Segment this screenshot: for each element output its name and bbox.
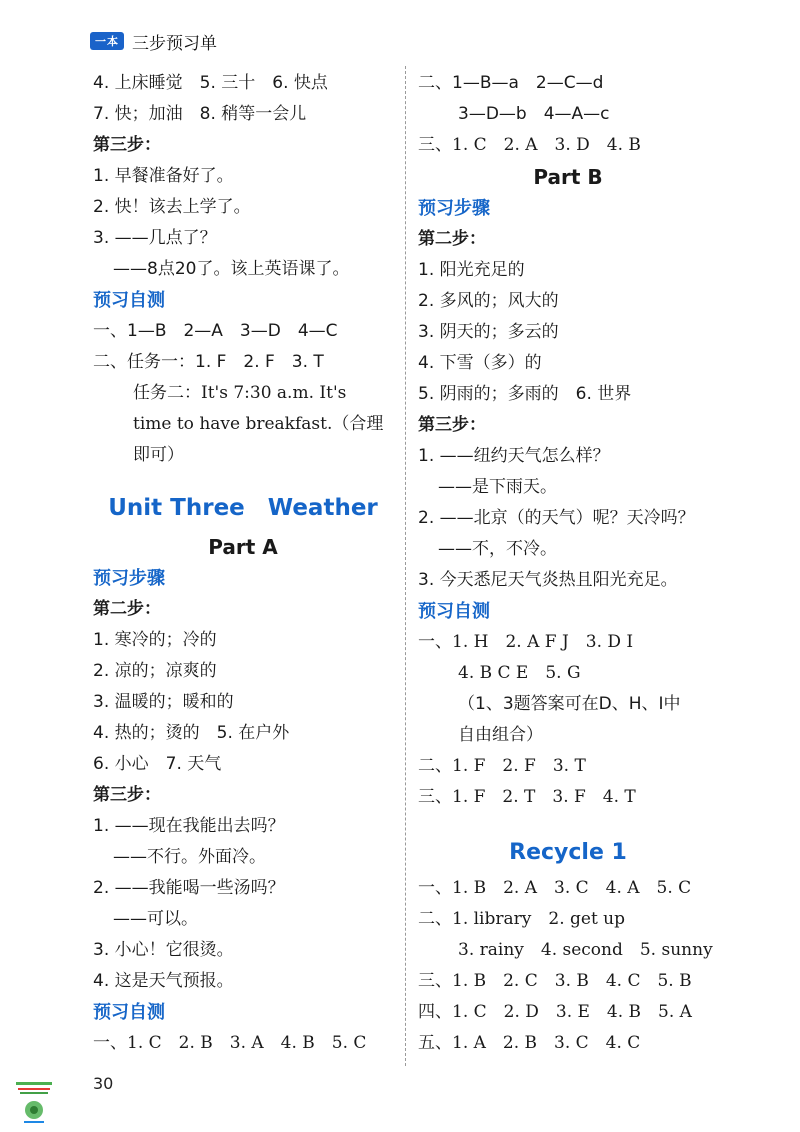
answer-line: 2. 快！该去上学了。 xyxy=(93,197,251,217)
answer-line: ——可以。 xyxy=(113,909,198,929)
answer-line: 任务二：It's 7:30 a.m. It's xyxy=(133,383,347,403)
section-heading: 预习自测 xyxy=(93,290,165,311)
answer-line: 1. ——纽约天气怎么样？ xyxy=(418,446,610,466)
answer-line: 1. 早餐准备好了。 xyxy=(93,166,234,186)
answer-line: 三、1. F 2. T 3. F 4. T xyxy=(418,787,636,807)
answer-line: 4. 这是天气预报。 xyxy=(93,971,234,991)
answer-line: 3—D—b 4—A—c xyxy=(458,104,610,124)
answer-line: 3. 温暖的；暖和的 xyxy=(93,692,234,712)
right-column xyxy=(418,68,718,1059)
answer-line: 1. ——现在我能出去吗？ xyxy=(93,816,285,836)
part-title: Part B xyxy=(533,165,603,189)
left-column xyxy=(93,68,393,1059)
answer-line: 7. 快；加油 8. 稍等一会儿 xyxy=(93,104,307,124)
step-heading: 第二步： xyxy=(418,229,486,249)
answer-line: 3. ——几点了？ xyxy=(93,228,217,248)
section-heading: 预习自测 xyxy=(418,601,490,622)
answer-line: time to have breakfast.（合理 xyxy=(133,414,384,434)
step-heading: 第三步： xyxy=(418,415,486,435)
answer-line: 三、1. C 2. A 3. D 4. B xyxy=(418,135,641,155)
section-heading: 预习步骤 xyxy=(93,568,165,589)
answer-line: 一、1. B 2. A 3. C 4. A 5. C xyxy=(418,878,692,898)
answer-line: 2. ——北京（的天气）呢？天冷吗？ xyxy=(418,508,695,528)
answer-line: 四、1. C 2. D 3. E 4. B 5. A xyxy=(418,1002,692,1022)
answer-line: 3. 阴天的；多云的 xyxy=(418,322,559,342)
answer-line: 自由组合） xyxy=(458,725,543,745)
answer-line: 4. 下雪（多）的 xyxy=(418,353,542,373)
answer-line: 三、1. B 2. C 3. B 4. C 5. B xyxy=(418,971,692,991)
answer-line: 二、1—B—a 2—C—d xyxy=(418,73,604,93)
answer-line: 1. 寒冷的；冷的 xyxy=(93,630,217,650)
answer-line: ——8点20了。该上英语课了。 xyxy=(113,259,350,279)
answer-line: 五、1. A 2. B 3. C 4. C xyxy=(418,1033,641,1053)
answer-line: 4. 上床睡觉 5. 三十 6. 快点 xyxy=(93,73,328,93)
answer-line: （1、3题答案可在D、H、I中 xyxy=(458,694,681,714)
answer-line: 二、任务一：1. F 2. F 3. T xyxy=(93,352,324,372)
answer-line: 4. B C E 5. G xyxy=(458,663,581,683)
answer-line: 2. ——我能喝一些汤吗？ xyxy=(93,878,285,898)
section-heading: 预习步骤 xyxy=(418,198,490,219)
answer-line: 即可） xyxy=(133,445,184,465)
step-heading: 第三步： xyxy=(93,785,161,805)
answer-line: 一、1—B 2—A 3—D 4—C xyxy=(93,321,338,341)
page-header xyxy=(90,28,217,54)
answer-line: 5. 阴雨的；多雨的 6. 世界 xyxy=(418,384,632,404)
answer-line: 4. 热的；烫的 5. 在户外 xyxy=(93,723,290,743)
unit-title: Unit Three Weather xyxy=(108,495,378,521)
page-number: 30 xyxy=(93,1074,114,1093)
answer-line: 1. 阳光充足的 xyxy=(418,260,525,280)
part-title: Part A xyxy=(208,535,278,559)
publisher-stamp-icon xyxy=(14,1080,54,1125)
answer-line: 2. 凉的；凉爽的 xyxy=(93,661,217,681)
answer-line: 二、1. F 2. F 3. T xyxy=(418,756,586,776)
answer-line: 3. rainy 4. second 5. sunny xyxy=(458,940,713,960)
step-heading: 第二步： xyxy=(93,599,161,619)
brand-logo: 一本 xyxy=(90,32,124,50)
answer-line: 2. 多风的；风大的 xyxy=(418,291,559,311)
answer-line: 一、1. H 2. A F J 3. D I xyxy=(418,632,634,652)
answer-line: ——不行。外面冷。 xyxy=(113,847,266,867)
answer-line: ——是下雨天。 xyxy=(438,477,557,497)
answer-line: ——不，不冷。 xyxy=(438,539,557,559)
series-title: 三步预习单 xyxy=(132,33,217,54)
answer-line: 3. 小心！它很烫。 xyxy=(93,940,234,960)
column-divider xyxy=(405,66,406,1066)
section-heading: 预习自测 xyxy=(93,1002,165,1023)
answer-line: 3. 今天悉尼天气炎热且阳光充足。 xyxy=(418,570,678,590)
recycle-title: Recycle 1 xyxy=(509,840,627,865)
answer-line: 一、1. C 2. B 3. A 4. B 5. C xyxy=(93,1033,367,1053)
answer-line: 6. 小心 7. 天气 xyxy=(93,754,222,774)
step-heading: 第三步： xyxy=(93,135,161,155)
answer-line: 二、1. library 2. get up xyxy=(418,909,626,929)
